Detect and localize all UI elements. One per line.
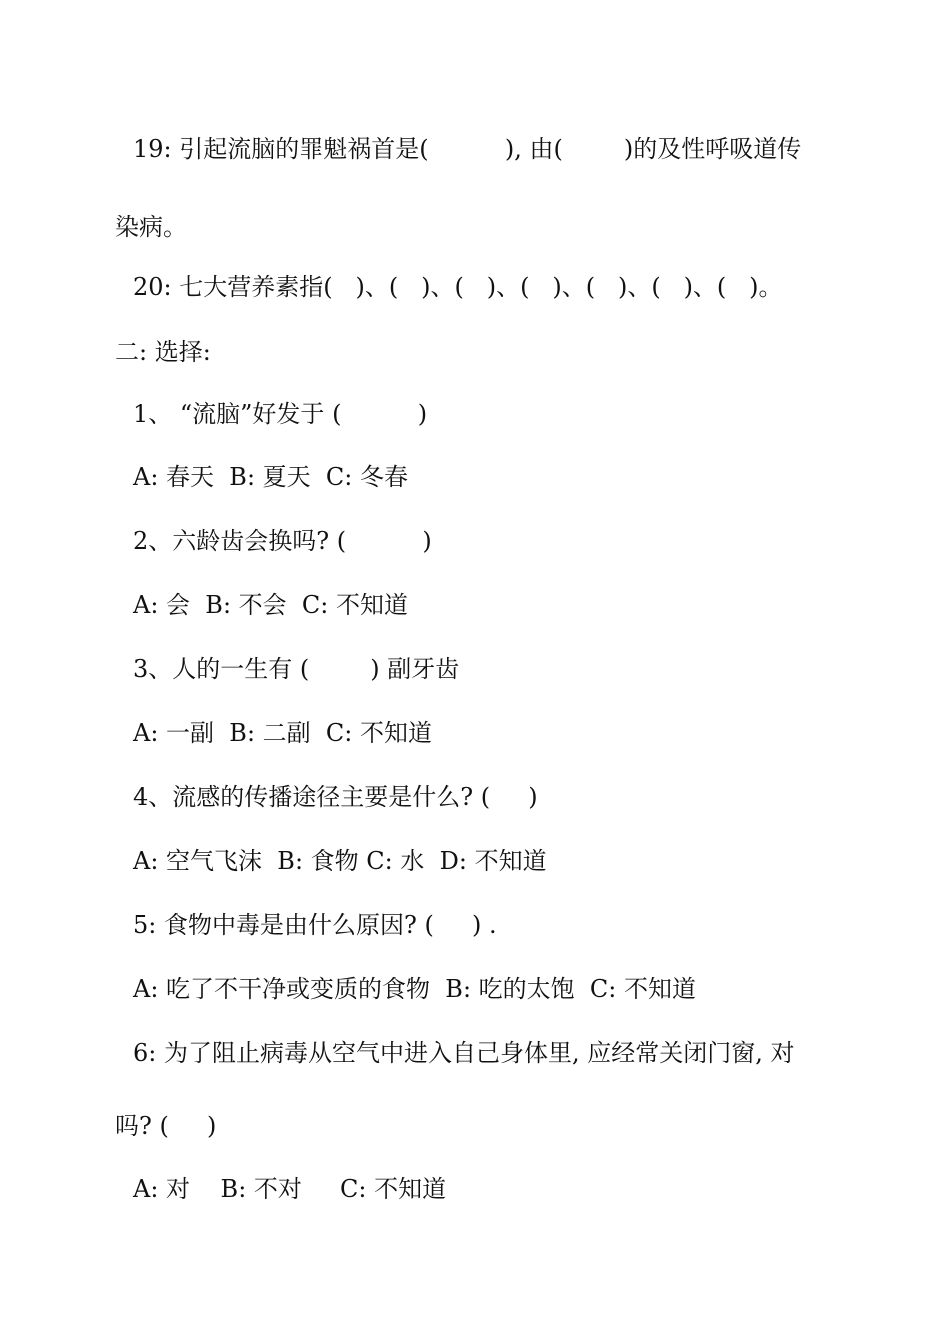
question-20: 20: 七大营养素指( )、( )、( )、( )、( )、( )、( )。 [133, 273, 783, 301]
choice-question-2: 2、六龄齿会换吗? ( ) [133, 527, 432, 555]
question-19-line-1: 19: 引起流脑的罪魁祸首是( ), 由( )的及性呼吸道传 [133, 135, 802, 163]
choice-options-4: A: 空气飞沫 B: 食物 C: 水 D: 不知道 [133, 847, 547, 875]
choice-question-6-line-2: 吗? ( ) [115, 1112, 217, 1140]
question-19-line-2: 染病。 [115, 213, 187, 241]
choice-question-1: 1、 “流脑”好发于 ( ) [133, 400, 428, 428]
section-heading-choice: 二: 选择: [115, 338, 211, 366]
choice-options-3: A: 一副 B: 二副 C: 不知道 [133, 719, 432, 747]
choice-question-4: 4、流感的传播途径主要是什么? ( ) [133, 783, 538, 811]
choice-options-6: A: 对 B: 不对 C: 不知道 [133, 1175, 447, 1203]
choice-options-5: A: 吃了不干净或变质的食物 B: 吃的太饱 C: 不知道 [133, 975, 696, 1003]
choice-question-5: 5: 食物中毒是由什么原因? ( ) . [133, 911, 497, 939]
choice-question-6-line-1: 6: 为了阻止病毒从空气中进入自己身体里, 应经常关闭门窗, 对 [133, 1039, 795, 1067]
choice-options-1: A: 春天 B: 夏天 C: 冬春 [133, 463, 408, 491]
choice-options-2: A: 会 B: 不会 C: 不知道 [133, 591, 408, 619]
choice-question-3: 3、人的一生有 ( ) 副牙齿 [133, 655, 460, 683]
